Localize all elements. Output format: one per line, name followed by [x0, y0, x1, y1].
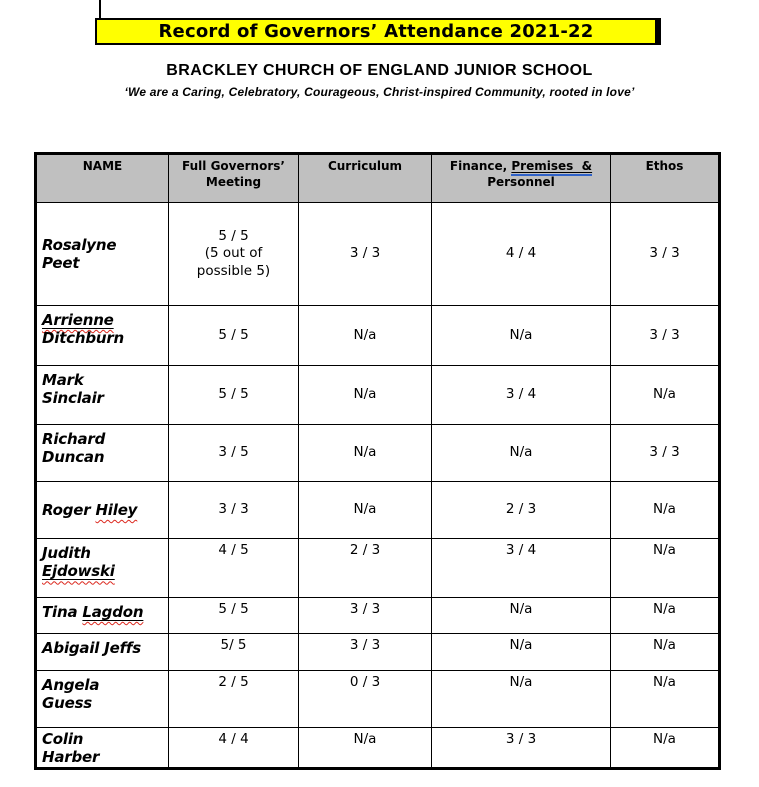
table-row: [36, 482, 720, 539]
finance-cell: N/a: [432, 306, 611, 366]
curriculum-cell: 3 / 3: [299, 634, 432, 671]
governor-name-cell: Tina Lagdon: [36, 598, 169, 634]
curriculum-cell: N/a: [299, 425, 432, 482]
header-cell-full-governors: Full Governors’ Meeting: [169, 154, 299, 203]
table-header-row: [36, 154, 720, 203]
table-row: [36, 366, 720, 425]
governor-name-cell: Rosalyne Peet: [36, 203, 169, 306]
document-title-banner: [95, 18, 661, 45]
finance-cell: N/a: [432, 598, 611, 634]
table-row: [36, 425, 720, 482]
header-cell-finance: Finance, Premises & Personnel: [432, 154, 611, 203]
finance-cell: 4 / 4: [432, 203, 611, 306]
full-governors-cell: 4 / 4: [169, 728, 299, 769]
finance-cell: N/a: [432, 634, 611, 671]
attendance-table: [34, 152, 721, 770]
governor-name-cell: Judith Ejdowski: [36, 539, 169, 598]
finance-cell: 3 / 4: [432, 539, 611, 598]
curriculum-cell: N/a: [299, 306, 432, 366]
curriculum-cell: N/a: [299, 366, 432, 425]
ethos-cell: N/a: [611, 366, 720, 425]
governor-name-cell: Mark Sinclair: [36, 366, 169, 425]
full-governors-cell: 3 / 5: [169, 425, 299, 482]
ethos-cell: N/a: [611, 539, 720, 598]
attendance-note: (5 out of possible 5): [196, 245, 271, 279]
ethos-cell: N/a: [611, 482, 720, 539]
header-cell-curriculum: Curriculum: [299, 154, 432, 203]
governor-name-cell: Richard Duncan: [36, 425, 169, 482]
table-row: [36, 539, 720, 598]
ethos-cell: 3 / 3: [611, 203, 720, 306]
header-cell-name: NAME: [36, 154, 169, 203]
table-row: [36, 671, 720, 728]
school-motto: ‘We are a Caring, Celebratory, Courageous, Christ-inspired Community, rooted in love’: [124, 85, 635, 99]
full-governors-cell: 5 / 5: [169, 598, 299, 634]
full-governors-cell: 5 / 5: [169, 366, 299, 425]
header-cell-ethos: Ethos: [611, 154, 720, 203]
finance-cell: 3 / 3: [432, 728, 611, 769]
table-row: [36, 598, 720, 634]
ethos-cell: N/a: [611, 598, 720, 634]
ethos-cell: N/a: [611, 634, 720, 671]
table-row: [36, 203, 720, 306]
governor-name-cell: Roger Hiley: [36, 482, 169, 539]
curriculum-cell: 3 / 3: [299, 203, 432, 306]
ethos-cell: 3 / 3: [611, 306, 720, 366]
full-governors-cell: 5 / 5 (5 out of possible 5): [169, 203, 299, 306]
full-governors-cell: 4 / 5: [169, 539, 299, 598]
ethos-cell: N/a: [611, 728, 720, 769]
finance-cell: N/a: [432, 425, 611, 482]
school-name: BRACKLEY CHURCH OF ENGLAND JUNIOR SCHOOL: [166, 62, 593, 79]
ethos-cell: N/a: [611, 671, 720, 728]
curriculum-cell: N/a: [299, 482, 432, 539]
ethos-cell: 3 / 3: [611, 425, 720, 482]
full-governors-cell: 2 / 5: [169, 671, 299, 728]
finance-cell: 3 / 4: [432, 366, 611, 425]
governor-name-cell: Arrienne Ditchburn: [36, 306, 169, 366]
full-governors-cell: 5 / 5: [169, 306, 299, 366]
table-row: [36, 728, 720, 769]
curriculum-cell: 0 / 3: [299, 671, 432, 728]
finance-cell: N/a: [432, 671, 611, 728]
full-governors-cell: 3 / 3: [169, 482, 299, 539]
curriculum-cell: 2 / 3: [299, 539, 432, 598]
governor-name-cell: Abigail Jeffs: [36, 634, 169, 671]
document-title: Record of Governors’ Attendance 2021-22: [158, 21, 594, 42]
governor-name-cell: Angela Guess: [36, 671, 169, 728]
curriculum-cell: 3 / 3: [299, 598, 432, 634]
finance-cell: 2 / 3: [432, 482, 611, 539]
table-row: [36, 306, 720, 366]
stray-vertical-line: [99, 0, 101, 19]
governor-name-cell: Colin Harber: [36, 728, 169, 769]
table-row: [36, 634, 720, 671]
grammar-check-underline: Premises &: [511, 159, 592, 176]
curriculum-cell: N/a: [299, 728, 432, 769]
full-governors-cell: 5/ 5: [169, 634, 299, 671]
